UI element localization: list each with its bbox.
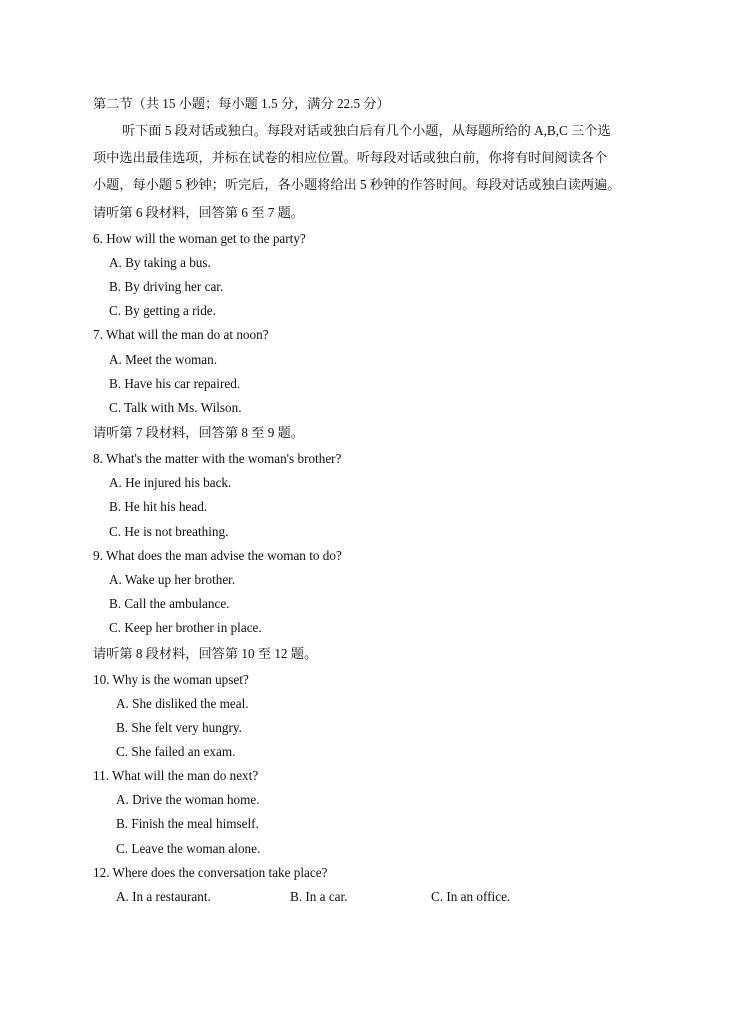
option-b: B. By driving her car. <box>109 279 224 294</box>
option-a: A. Meet the woman. <box>109 352 218 367</box>
option-c: C. Talk with Ms. Wilson. <box>109 400 242 415</box>
option-c: C. Leave the woman alone. <box>116 841 261 856</box>
option-a: A. Drive the woman home. <box>116 792 260 807</box>
option-a: A. By taking a bus. <box>109 255 211 270</box>
question-stem: 10. Why is the woman upset? <box>93 672 249 687</box>
question-stem: 8. What's the matter with the woman's brother? <box>93 451 342 466</box>
block-prompt: 请听第 8 段材料，回答第 10 至 12 题。 <box>93 646 318 661</box>
option-a: A. She disliked the meal. <box>116 696 249 711</box>
question-stem: 9. What does the man advise the woman to do? <box>93 548 342 563</box>
option-b: B. In a car. <box>290 889 348 904</box>
option-b: B. Have his car repaired. <box>109 376 241 391</box>
block-prompt: 请听第 6 段材料，回答第 6 至 7 题。 <box>93 205 304 220</box>
option-b: B. She felt very hungry. <box>116 720 242 735</box>
option-b: B. He hit his head. <box>109 499 208 514</box>
option-c: C. In an office. <box>431 889 511 904</box>
instructions-line-2: 项中选出最佳选项，并标在试卷的相应位置。听每段对话或独白前，你将有时间阅读各个 <box>93 150 608 165</box>
option-b: B. Call the ambulance. <box>109 596 230 611</box>
options-row <box>116 888 536 906</box>
question-stem: 11. What will the man do next? <box>93 768 259 783</box>
section-heading: 第二节（共 15 小题；每小题 1.5 分，满分 22.5 分） <box>93 96 390 111</box>
block-prompt: 请听第 7 段材料，回答第 8 至 9 题。 <box>93 425 304 440</box>
question-stem: 12. Where does the conversation take place? <box>93 865 328 880</box>
option-c: C. By getting a ride. <box>109 303 216 318</box>
question-stem: 7. What will the man do at noon? <box>93 327 269 342</box>
question-stem: 6. How will the woman get to the party? <box>93 231 306 246</box>
option-a: A. He injured his back. <box>109 475 232 490</box>
option-a: A. Wake up her brother. <box>109 572 236 587</box>
option-c: C. Keep her brother in place. <box>109 620 262 635</box>
option-a: A. In a restaurant. <box>116 889 211 904</box>
option-c: C. He is not breathing. <box>109 524 229 539</box>
option-c: C. She failed an exam. <box>116 744 236 759</box>
instructions-line-1: 听下面 5 段对话或独白。每段对话或独白后有几个小题，从每题所给的 A,B,C 三个选 <box>122 123 611 138</box>
instructions-line-3: 小题，每小题 5 秒钟；听完后，各小题将给出 5 秒钟的作答时间。每段对话或独白读两遍。 <box>93 177 621 192</box>
option-b: B. Finish the meal himself. <box>116 816 259 831</box>
